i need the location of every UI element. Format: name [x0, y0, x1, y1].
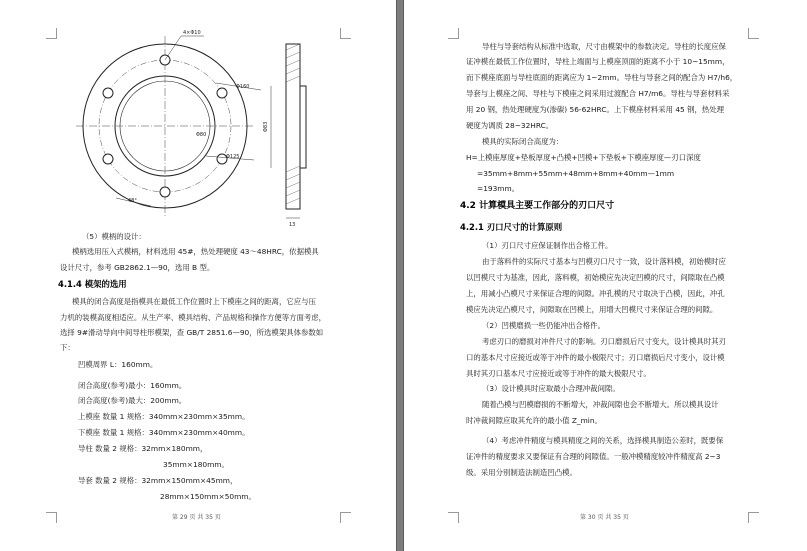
text-line: 以凹模尺寸为基准，因此，落料模，初始模应先决定凹模的尺寸，间隙取在凸模: [466, 273, 725, 282]
section-heading: 4.2 计算模具主要工作部分的刃口尺寸: [460, 201, 615, 211]
text-line: （4）考虑冲件精度与模具精度之间的关系，选择模具制造公差时，既要保: [482, 436, 724, 445]
text-line: 设计尺寸，参考 GB2862.1—90，选用 B 型。: [60, 263, 215, 272]
bolt-hole: [103, 88, 113, 98]
dim-label-height: Φ83: [263, 121, 269, 132]
text-line: 模具的实际闭合高度为：: [482, 137, 564, 146]
page-gap: [396, 0, 404, 551]
spec-line: 上模座 数量 1 规格：340mm×230mm×35mm。: [78, 412, 250, 421]
crop-mark: [748, 512, 759, 523]
dim-label-thickness: 13: [289, 222, 296, 228]
text-line: 硬度为调质 28~32HRC。: [466, 121, 554, 130]
text-line: （2）凹模磨损一些仍能冲出合格件。: [482, 321, 605, 330]
text-line: 级。采用分别制造法制造凹凸模。: [466, 468, 577, 477]
document-page-right: [404, 0, 807, 551]
dim-label-angle: 48°: [128, 198, 137, 204]
spec-line: 35mm×180mm。: [163, 460, 229, 469]
text-line: 选择 9#滑动导向中间导柱形模架，查 GB/T 2851.6—90，所选模架具体参数如: [60, 328, 324, 337]
subsection-heading: 4.2.1 刃口尺寸的计算原则: [460, 222, 563, 232]
dim-label-bolt: Φ125: [226, 154, 240, 160]
text-line: =193mm。: [477, 184, 520, 193]
section-heading: 4.1.4 模架的选用: [58, 279, 127, 289]
bolt-hole: [160, 187, 170, 197]
spec-line: 导柱 数量 2 规格：32mm×180mm，: [78, 444, 208, 453]
bolt-hole: [103, 154, 113, 164]
text-line: （1）刃口尺寸应保证制作出合格工件。: [482, 241, 613, 250]
text-line: 上，用减小凸模尺寸来保证合理的间隙。冲孔模的尺寸取决于凸模，因此，冲孔: [466, 289, 725, 298]
crop-mark: [448, 28, 459, 39]
text-line: 模具的闭合高度是指模具在最低工作位置时上下模座之间的距离，它应与压: [72, 297, 316, 306]
text-line: 导柱与导套结构从标准中选取，尺寸由模架中的参数决定。导柱的长度应保: [482, 42, 726, 51]
text-line: 随着凸模与凹模磨损的不断增大，冲裁间隙也会不断增大。所以模具设计: [482, 400, 719, 409]
bolt-hole: [217, 88, 227, 98]
crop-mark: [340, 28, 351, 39]
text-line: 而下模座底面与导柱底面的距离应为 1~2mm。导柱与导套之间的配合为 H7/h6，: [466, 73, 738, 82]
section-boss: [300, 86, 306, 168]
page-footer: 第 30 页 共 35 页: [580, 514, 629, 521]
crop-mark: [340, 512, 351, 523]
text-line: 具时其刃口基本尺寸应接近或等于冲件的最大极限尺寸。: [466, 369, 651, 378]
text-line: 导套与上模座之间、导柱与下模座之间采用过渡配合 H7/m6。导柱与导套材料采: [466, 89, 730, 98]
spec-line: 闭合高度(参考)最大：200mm。: [78, 396, 187, 405]
crop-mark: [46, 512, 57, 523]
text-line: 力机的装模高度相适应。从生产率、模具结构、产品规格和操作方便等方面考虑，: [60, 313, 327, 322]
dim-label-outer: Φ160: [236, 84, 250, 90]
spec-line: 凹模周界 L：160mm。: [78, 360, 158, 369]
text-line: 用 20 钢，热处理硬度为(渗碳) 56-62HRC。上下模座材料采用 45 钢，热处理: [466, 105, 725, 114]
text-line: 时冲裁间隙应取其允许的最小值 Z_min。: [466, 416, 602, 425]
spec-line: 下模座 数量 1 规格：340mm×230mm×40mm。: [78, 428, 250, 437]
crop-mark: [448, 512, 459, 523]
text-line: =35mm+8mm+55mm+48mm+8mm+40mm—1mm: [477, 169, 675, 178]
spec-line: 导套 数量 2 规格：32mm×150mm×45mm，: [78, 476, 238, 485]
spec-line: 闭合高度(参考)最小：160mm。: [78, 381, 187, 390]
text-line: （5）模柄的设计：: [82, 232, 146, 241]
flange-drawing: [56, 28, 336, 228]
text-line: 口的基本尺寸应接近或等于冲件的最小极限尺寸；刃口磨损后尺寸变小，设计模: [466, 353, 725, 362]
text-line: 下：: [60, 343, 75, 352]
page-footer: 第 29 页 共 35 页: [172, 514, 221, 521]
crop-mark: [748, 28, 759, 39]
text-line: 证冲件的精度要求又要保证有合理的间隙值。一般冲模精度较冲件精度高 2~3: [466, 452, 721, 461]
dim-label-holes: 4×Φ10: [183, 30, 201, 36]
text-line: 模应先决定凸模尺寸，间隙取在凹模上，用增大凹模尺寸来保证合理的间隙。: [466, 305, 718, 314]
text-line: 证冲模在最低工作位置时，导柱上端面与上模座顶面的距离不小于 10~15mm，: [466, 57, 730, 66]
text-line: 模柄选用压入式模柄，材料选用 45#，热处理硬度 43～48HRC，依据模具: [72, 247, 319, 256]
text-line: （3）设计模具时应取最小合理冲裁间隙。: [482, 384, 620, 393]
text-line: H=上模座厚度+垫板厚度+凸模+凹模+下垫板+下模座厚度—刃口深度: [466, 153, 701, 162]
dim-label-bore: Φ80: [196, 132, 207, 138]
spec-line: 28mm×150mm×50mm。: [160, 492, 256, 501]
text-line: 考虑刃口的磨损对冲件尺寸的影响。刃口磨损后尺寸变大，设计模具时其刃: [482, 337, 726, 346]
text-line: 由于落料件的实际尺寸基本与凹模刃口尺寸一致，设计落料模，初始模时应: [482, 257, 726, 266]
document-page-left: [0, 0, 396, 551]
